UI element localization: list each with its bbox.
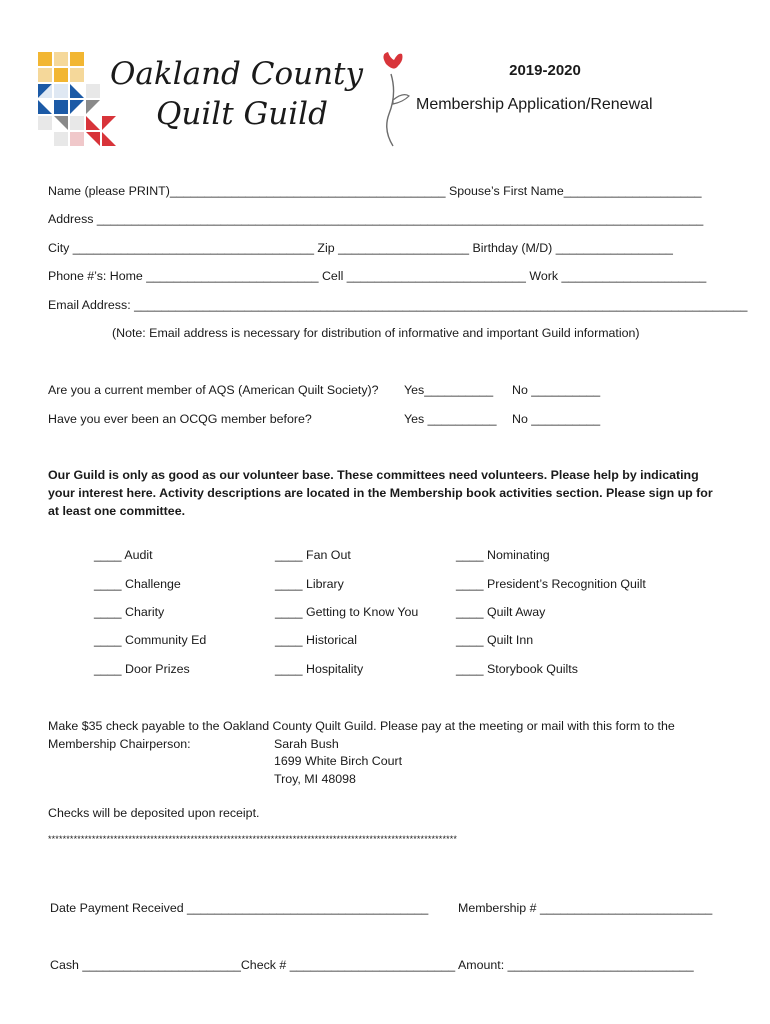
form-year: 2019-2020: [509, 62, 581, 79]
membership-number-field[interactable]: Membership # _________________________: [458, 901, 713, 915]
committee-hospitality[interactable]: ____ Hospitality: [275, 662, 364, 676]
committee-challenge[interactable]: ____ Challenge: [94, 577, 181, 591]
ocqg-no[interactable]: No __________: [512, 412, 601, 426]
date-payment-received-field[interactable]: Date Payment Received ___________________________________: [50, 901, 429, 915]
committee-community-ed[interactable]: ____ Community Ed: [94, 633, 207, 647]
aqs-question: Are you a current member of AQS (American Quilt Society)?: [48, 383, 379, 397]
city-zip-birthday-field[interactable]: City ___________________________________ Zip ___________________ Birthday (M/D) _________________: [48, 241, 673, 255]
chairperson-name: Sarah Bush: [274, 737, 339, 751]
chairperson-city: Troy, MI 48098: [274, 772, 356, 786]
email-field[interactable]: Email Address: _________________________________________________________________________________________: [48, 298, 748, 312]
address-field[interactable]: Address ________________________________________________________________________________________: [48, 212, 704, 226]
email-note: (Note: Email address is necessary for distribution of informative and important Guild information): [112, 326, 640, 340]
deposit-note: Checks will be deposited upon receipt.: [48, 806, 260, 820]
logo-line1: Oakland County: [110, 56, 364, 92]
committee-getting-to-know-you[interactable]: ____ Getting to Know You: [275, 605, 419, 619]
cash-check-field[interactable]: Cash _______________________Check # ________________________: [50, 958, 456, 972]
phone-field[interactable]: Phone #’s: Home _________________________ Cell __________________________ Work _____________________: [48, 269, 707, 283]
committee-nominating[interactable]: ____ Nominating: [456, 548, 550, 562]
committee-presidents-recognition[interactable]: ____ President’s Recognition Quilt: [456, 577, 646, 591]
logo-line2: Quilt Guild: [156, 96, 328, 132]
amount-field[interactable]: Amount: ___________________________: [458, 958, 694, 972]
committee-storybook-quilts[interactable]: ____ Storybook Quilts: [456, 662, 578, 676]
ocqg-yes[interactable]: Yes __________: [404, 412, 497, 426]
aqs-yes[interactable]: Yes__________: [404, 383, 494, 397]
ocqg-question: Have you ever been an OCQG member before?: [48, 412, 312, 426]
committee-door-prizes[interactable]: ____ Door Prizes: [94, 662, 190, 676]
committee-charity[interactable]: ____ Charity: [94, 605, 165, 619]
committee-historical[interactable]: ____ Historical: [275, 633, 357, 647]
committee-library[interactable]: ____ Library: [275, 577, 344, 591]
separator-stars: ****************************************************************************************************************: [48, 834, 458, 844]
guild-logo: [34, 50, 414, 150]
volunteer-paragraph: Our Guild is only as good as our volunteer base. These committees need volunteers. Please help by indicating your interest here. Activity descriptions are located in the Membership book activities section. Please sign up for at least one committee.: [48, 468, 713, 518]
name-field[interactable]: Name (please PRINT)________________________________________ Spouse’s First Name____________________: [48, 184, 702, 198]
membership-chairperson-label: Membership Chairperson:: [48, 737, 191, 751]
chairperson-street: 1699 White Birch Court: [274, 754, 403, 768]
committee-audit[interactable]: ____ Audit: [94, 548, 153, 562]
committee-quilt-inn[interactable]: ____ Quilt Inn: [456, 633, 534, 647]
payment-instructions: Make $35 check payable to the Oakland County Quilt Guild. Please pay at the meeting or mail with this form to the: [48, 719, 675, 733]
form-title: Membership Application/Renewal: [416, 96, 653, 113]
aqs-no[interactable]: No __________: [512, 383, 601, 397]
committee-quilt-away[interactable]: ____ Quilt Away: [456, 605, 546, 619]
committee-fan-out[interactable]: ____ Fan Out: [275, 548, 351, 562]
